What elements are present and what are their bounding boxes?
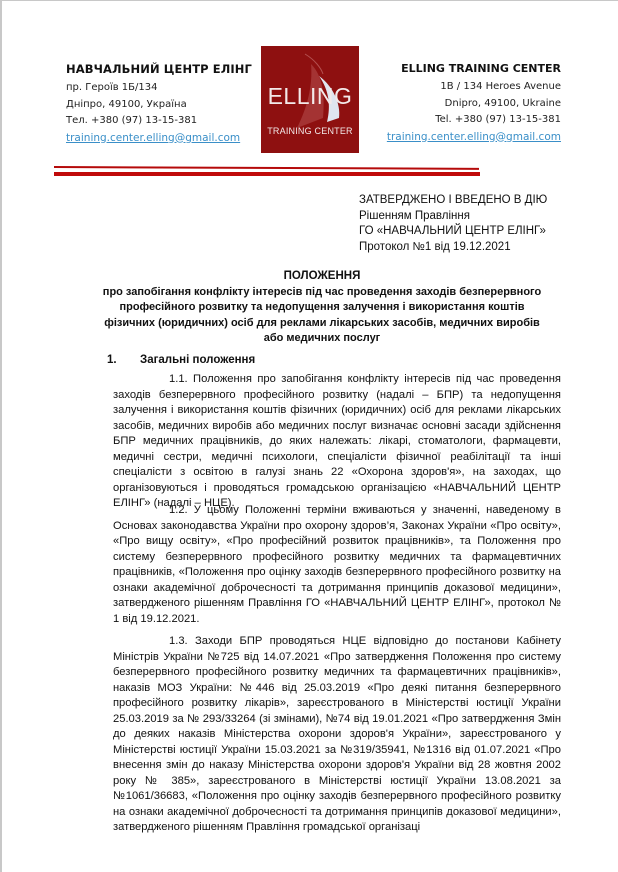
phone-ua: Тел. +380 (97) 13-15-381 <box>66 115 198 126</box>
paragraph-text: 1.2. У цьому Положенні терміни вживаються у значенні, наведеному в Основах законодавства України про охорону здоров’я, Законах України «Про освіту», «Про вищу освіту», «Про професійний розвиток працівників», та Положення про систему безперервного професійного розвитку медичних та фармацевтичних працівників, «Положення про оцінку заходів безперервного професійного розвитку на ознаки академічної доброчесності та дотримання принципів доказової медицини», затвердженого рішенням Правління ГО «НАВЧАЛЬНИЙ ЦЕНТР ЕЛІНГ», протокол № 1 від 19.12.2021. <box>113 504 561 625</box>
paragraph-text: 1.3. Заходи БПР проводяться НЦЕ відповідно до постанови Кабінету Міністрів України №725 від 14.07.2021 «Про затвердження Положення про систему безперервного професійного розвитку медичних та фармацевтичних працівників», наказів МОЗ України: №446 від 25.03.2019 «Про деякі питання безперервного професійного розвитку лікарів», зареєстрованого в Міністерстві юстиції України 25.03.2019 за № 293/33264 (зі змінами), №74 від 19.01.2021 «Про затвердження Змін до деяких наказів Міністерства охорони здоров'я України», зареєстрованого у Міністерстві юстиції України 15.03.2021 за №319/35941, №1316 від 01.07.2021 «Про внесення змін до наказу Міністерства охорони здоров'я України від 28 жовтня 2002 року № 385», зареєстрованого в Міністерстві юстиції України 13.08.2021 за №1061/36683, «Положення про оцінку заходів безперервного професійного розвитку на ознаки академічної доброчесності та дотримання принципів доказової медицини», затвердженого рішенням Правління громадської організаці <box>113 635 561 833</box>
org-name-ua: НАВЧАЛЬНИЙ ЦЕНТР ЕЛІНГ <box>66 62 252 76</box>
org-name-en: ELLING TRAINING CENTER <box>401 62 561 75</box>
approval-stamp <box>359 193 547 255</box>
paragraph-1-3 <box>113 634 561 836</box>
section-heading <box>107 354 255 366</box>
phone-en: Tel. +380 (97) 13-15-381 <box>435 114 561 125</box>
email-link-ua[interactable]: training.center.elling@gmail.com <box>66 131 241 144</box>
title-line-1: про запобігання конфлікту інтересів під час проведення заходів безперервного <box>102 285 542 298</box>
approval-line-3: ГО «НАВЧАЛЬНИЙ ЦЕНТР ЕЛІНГ» <box>359 225 546 237</box>
title-line-2: професійного розвитку та недопущення залучення і використання коштів <box>119 301 525 314</box>
paragraph-text: 1.1. Положення про запобігання конфлікту інтересів під час проведення заходів безперервного професійного розвитку (надалі – БПР) та недопущення залучення і використання коштів фізичних (юридичних) осіб для реклами лікарських засобів, медичних виробів або медичних послуг визначає основні засади здійснення БПР медичних працівників, до яких належать: лікарі, стоматологи, фармацевти, медичні сестри, медичні психологи, спеціалісти фізичної реабілітації та інші спеціалісти з освітою в галузі знань 22 «Охорона здоров'я», на заходах, що організовуються і проводяться громадською організацією «НАВЧАЛЬНИЙ ЦЕНТР ЕЛІНГ» (надалі – НЦЕ). <box>113 373 561 509</box>
email-link-en[interactable]: training.center.elling@gmail.com <box>386 130 561 143</box>
elling-logo <box>261 46 359 153</box>
section-number: 1. <box>107 354 117 366</box>
paragraph-1-2 <box>113 503 561 627</box>
section-title: Загальні положення <box>140 354 256 366</box>
address-en: 1B / 134 Heroes Avenue <box>440 81 561 92</box>
paragraph-1-1 <box>113 372 561 512</box>
approval-line-2: Рішенням Правління <box>359 209 470 222</box>
document-title <box>62 269 582 347</box>
city-en: Dnipro, 49100, Ukraine <box>444 97 561 109</box>
title-line-3: фізичних (юридичних) осіб для реклами лікарських засобів, медичних виробів <box>104 316 540 329</box>
header-divider-thick <box>54 172 480 176</box>
address-ua: пр. Героїв 1Б/134 <box>66 82 158 93</box>
letterhead-right-en <box>387 62 561 145</box>
letterhead-left-ua <box>66 62 252 146</box>
title-main: ПОЛОЖЕННЯ <box>283 270 361 282</box>
logo-subtitle: TRAINING CENTER <box>267 126 353 136</box>
header-divider-thin <box>54 166 479 170</box>
approval-line-1: ЗАТВЕРДЖЕНО І ВВЕДЕНО В ДІЮ <box>359 194 548 206</box>
city-ua: Дніпро, 49100, Україна <box>66 98 187 110</box>
logo-title: ELLING <box>267 83 353 109</box>
approval-line-4: Протокол №1 від 19.12.2021 <box>359 240 511 253</box>
title-line-4: або медичних послуг <box>263 332 381 345</box>
